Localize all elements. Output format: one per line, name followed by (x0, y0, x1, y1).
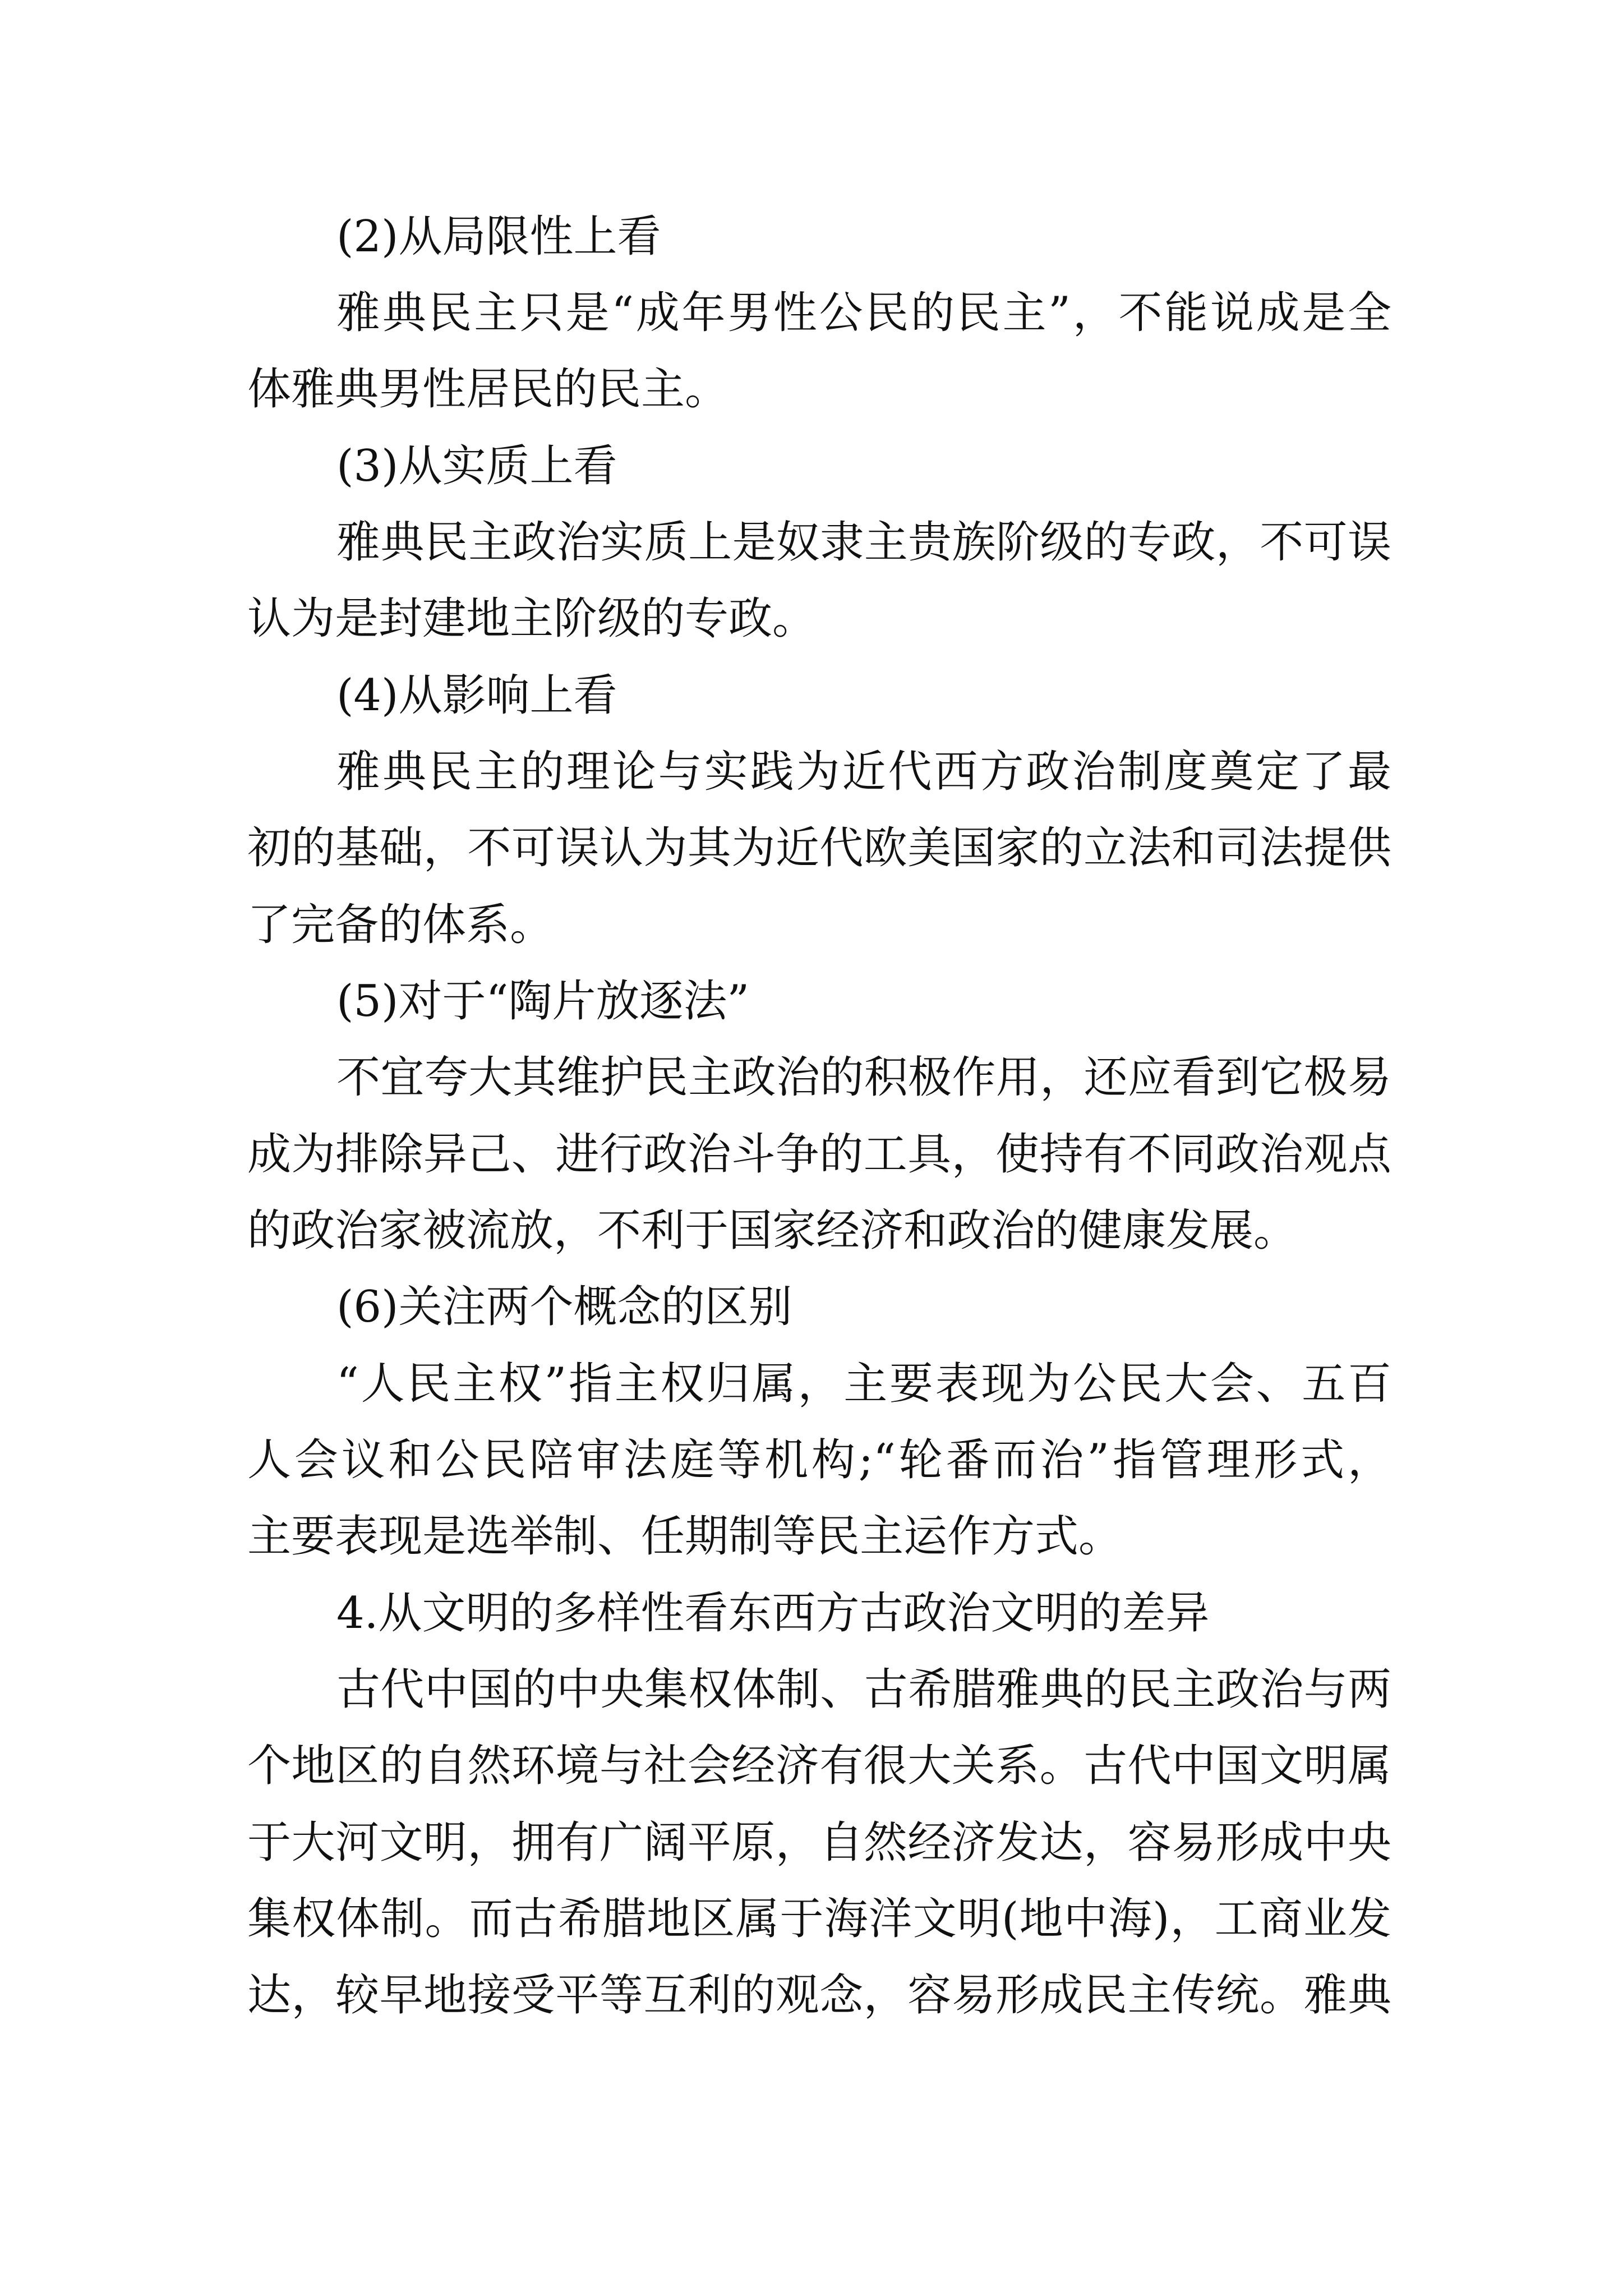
paragraph-line: 主要表现是选举制、任期制等民主运作方式。 (247, 1511, 1123, 1562)
paragraph-line: “人民主权”指主权归属，主要表现为公民大会、五百 (336, 1359, 1391, 1409)
paragraph-line: 认为是封建地主阶级的专政。 (247, 593, 817, 644)
paragraph-line: 于大河文明，拥有广阔平原，自然经济发达，容易形成中央 (247, 1818, 1391, 1868)
paragraph-line: 人会议和公民陪审法庭等机构;“轮番而治”指管理形式， (247, 1435, 1391, 1485)
paragraph-line: 雅典民主的理论与实践为近代西方政治制度奠定了最 (336, 747, 1391, 797)
heading-section-4: 4.从文明的多样性看东西方古政治文明的差异 (336, 1588, 1210, 1639)
paragraph-line: 初的基础，不可误认为其为近代欧美国家的立法和司法提供 (247, 823, 1391, 873)
heading-concepts: (6)关注两个概念的区别 (336, 1282, 792, 1332)
paragraph-line: 雅典民主政治实质上是奴隶主贵族阶级的专政，不可误 (336, 517, 1391, 568)
paragraph-line: 个地区的自然环境与社会经济有很大关系。古代中国文明属 (247, 1741, 1391, 1791)
heading-ostracism: (5)对于“陶片放逐法” (336, 976, 750, 1027)
paragraph-line: 古代中国的中央集权体制、古希腊雅典的民主政治与两 (336, 1664, 1391, 1715)
paragraph-line: 体雅典男性居民的民主。 (247, 364, 729, 415)
paragraph-line: 达，较早地接受平等互利的观念，容易形成民主传统。雅典 (247, 1970, 1391, 2021)
heading-influence: (4)从影响上看 (336, 670, 617, 721)
paragraph-line: 雅典民主只是“成年男性公民的民主”，不能说成是全 (336, 288, 1391, 338)
paragraph-line: 集权体制。而古希腊地区属于海洋文明(地中海)，工商业发 (247, 1894, 1391, 1944)
paragraph-line: 成为排除异己、进行政治斗争的工具，使持有不同政治观点 (247, 1129, 1391, 1180)
paragraph-line: 不宜夸大其维护民主政治的积极作用，还应看到它极易 (336, 1052, 1391, 1103)
heading-essence: (3)从实质上看 (336, 441, 617, 491)
paragraph-line: 的政治家被流放，不利于国家经济和政治的健康发展。 (247, 1205, 1298, 1256)
heading-limitation: (2)从局限性上看 (336, 211, 661, 262)
paragraph-line: 了完备的体系。 (247, 900, 554, 950)
